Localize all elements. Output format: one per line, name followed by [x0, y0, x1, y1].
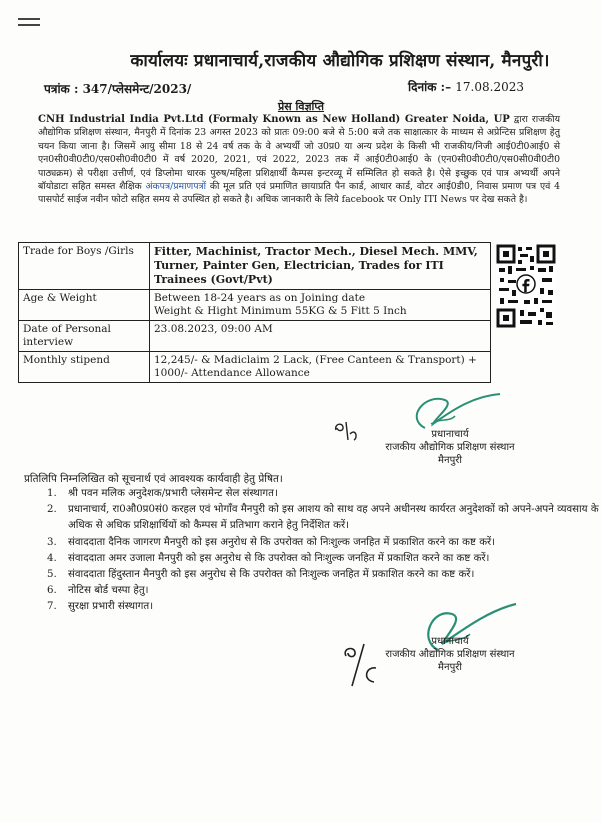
- list-item: 3. संवाददाता दैनिक जागरण मैनपुरी को इस अनुरोध से कि उपरोक्त को निःशुल्क जनहित में प्रकाशित करने का कष्ट करें।: [60, 535, 600, 551]
- signatory-title: प्रधानाचार्य: [431, 429, 469, 440]
- signatory-city: मैनपुरी: [438, 455, 462, 466]
- table-row: [19, 321, 491, 352]
- row-value: Fitter, Machinist, Tractor Mech., Diesel Mech. MMV, Turner, Painter Gen, Electrician, Trades for ITI Trainees (Govt/Pvt): [150, 243, 491, 290]
- list-item: 5. संवाददाता हिंदुस्तान मैनपुरी को इस अनुरोध से कि उपरोक्त को निःशुल्क जनहित में प्रकाशित करने का कष्ट करें।: [60, 567, 600, 583]
- signatory-office: राजकीय औद्योगिक प्रशिक्षण संस्थान: [385, 649, 515, 660]
- company-name: CNH Industrial India Pvt.Ltd (Formaly Known as New Holland) Greater Noida, UP: [38, 114, 510, 125]
- row-value: 12,245/- & Madiclaim 2 Lack, (Free Canteen & Transport) + 1000/- Attendance Allowance: [150, 352, 491, 383]
- age-range: Between 18-24 years as on Joining date: [154, 292, 366, 304]
- row-label: Trade for Boys /Girls: [19, 243, 150, 290]
- copies-list: [24, 486, 600, 616]
- intro-highlight: अंकपत्र/प्रमाणपत्रों: [145, 181, 207, 193]
- date-label: दिनांक :–: [408, 80, 452, 94]
- press-release-heading: प्रेस विज्ञप्ति: [277, 100, 325, 113]
- date-value: 17.08.2023: [455, 80, 524, 94]
- weight-height: Weight & Hight Minimum 55KG & 5 Fitt 5 Inch: [154, 305, 407, 317]
- initial-mark-icon: [332, 418, 362, 444]
- list-item: 7. सुरक्षा प्रभारी संस्थागत।: [60, 599, 600, 615]
- intro-text-2: की मूल प्रति एवं प्रमाणित छायाप्रति पैन कार्ड, आधार कार्ड, वोटर आई0डी0, निवास प्रमाण पत्र एवं 4 पासपोर्ट साईज नवीन फोटो सहित समय से उपस्थित हो सकते है। अधिक जानकारी के लिये facebook पर Only ITI News पर देख सकते है।: [38, 181, 560, 206]
- row-label: Date of Personal interview: [19, 321, 150, 352]
- details-table: [18, 242, 491, 383]
- qr-code-icon[interactable]: [496, 244, 556, 328]
- signature-block: [370, 635, 530, 674]
- list-item: 6. नोटिस बोर्ड चस्पा हेतु।: [60, 583, 600, 599]
- row-label: Age & Weight: [19, 290, 150, 321]
- document-date: [408, 78, 524, 95]
- row-value: [150, 290, 491, 321]
- list-item: 1. श्री पवन मलिक अनुदेशक/प्रभारी प्लेसमेन्ट सेल संस्थागत।: [60, 486, 600, 502]
- reference-value: 347/प्लेसमेन्ट/2023/: [82, 82, 192, 96]
- intro-paragraph: [38, 113, 560, 207]
- signatory-office: राजकीय औद्योगिक प्रशिक्षण संस्थान: [385, 442, 515, 453]
- intro-text-1: द्वारा राजकीय औद्योगिक प्रशिक्षण संस्थान, मैनपुरी में दिनांक 23 अगस्त 2023 को प्रातः 09:00 बजे से 5:00 बजे तक साक्षात्कार के माध्यम से अप्रेन्टिस प्रशिक्षण हेतु चयन किया जाना है। जिसमें आयु सीमा 18 से 24 वर्ष तक के वे अभ्यर्थी जो उ0प्र0 या अन्य प्रदेश के किसी भी राजकीय/निजी आई0टी0आई0 से एन0सी0वी0टी0/एस0सी0वी0टी0 में वर्ष 2020, 2021, एवं 2022, 2023 तक में आई0टी0आई0 के (एन0सी0वी0टी0/एस0सी0वी0टी0 पाठ्यक्रम) से परीक्षा उत्तीर्ण, एवं डिप्लोमा धारक पुरुष/महिला प्रशिक्षार्थी कैम्पस इन्टरव्यू में सम्मिलित हो सकते है। ऐसे इच्छुक एवं पात्र अभ्यर्थी अपने बॉयोडाटा सहित समस्त शैक्षिक: [38, 114, 560, 193]
- copies-heading: प्रतिलिपि निम्नलिखित को सूचनार्थ एवं आवश्यक कार्यवाही हेतु प्रेषित।: [24, 473, 283, 485]
- office-title: कार्यालयः प्रधानाचार्य,राजकीय औद्योगिक प्रशिक्षण संस्थान, मैनपुरी।: [130, 51, 550, 71]
- table-row: [19, 290, 491, 321]
- row-label: Monthly stipend: [19, 352, 150, 383]
- reference-label: पत्रांक :: [44, 82, 79, 96]
- signatory-city: मैनपुरी: [438, 662, 462, 673]
- row-value: 23.08.2023, 09:00 AM: [150, 321, 491, 352]
- signatory-title: प्रधानाचार्य: [431, 636, 469, 647]
- signature-block: [370, 428, 530, 467]
- reference-number: [44, 80, 191, 97]
- table-row: [19, 352, 491, 383]
- list-item: 4. संवाददाता अमर उजाला मैनपुरी को इस अनुरोध से कि उपरोक्त को निःशुल्क जनहित में प्रकाशित करने का कष्ट करें।: [60, 551, 600, 567]
- list-item: 2. प्रधानाचार्य, रा0औ0प्र0सं0 करहल एवं भोगाँव मैनपुरी को इस आशय को साथ वह अपने अधीनस्थ कार्यरत अनुदेशकों को अपने-अपने व्यवसाय के अधिक से अधिक प्रशिक्षार्थियों को कैम्पस में प्रतिभाग कराने हेतु निर्देशित करें।: [60, 502, 600, 534]
- table-row: [19, 243, 491, 290]
